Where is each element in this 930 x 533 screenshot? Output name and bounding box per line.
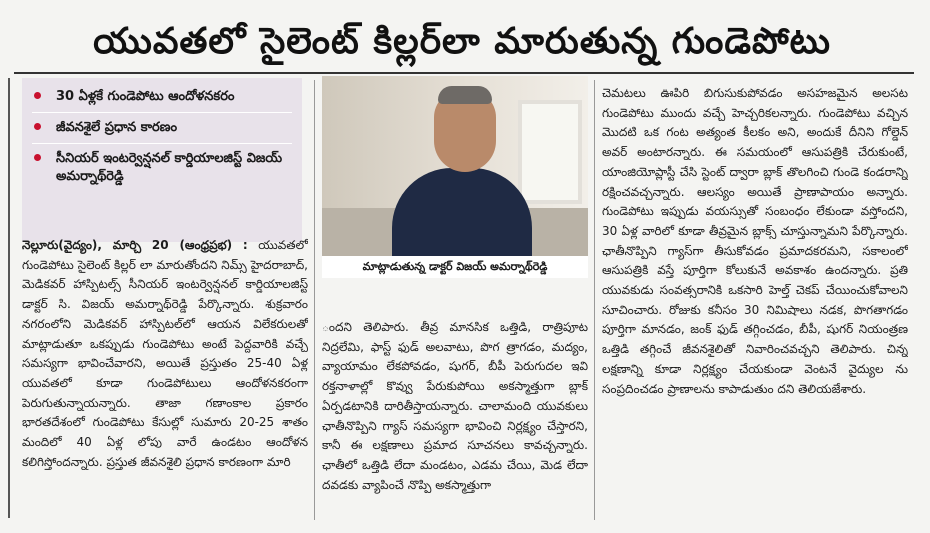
- highlight-item: [22, 146, 302, 190]
- headline: యువతలో సైలెంట్ కిల్లర్‌లా మారుతున్న గుండెపోటు: [93, 21, 831, 62]
- article-text: ందని తెలిపారు. తీవ్ర మానసిక ఒత్తిడి, రాత్రిపూట నిద్రలేమి, ఫాస్ట్ ఫుడ్ అలవాటు, పొగ త్రాగడం, మద్యం, వ్యాయామం లేకపోవడం, షుగర్, బీపీ పెరుగుదల ఇవి రక్తనాళాల్లో కొవ్వు పేరుకుపోయి అకస్మాత్తుగా బ్లాక్ ఏర్పడటానికి దారితీస్తాయన్నారు. చాలామంది యువకులు ఛాతీనొప్పిని గ్యాస్ సమస్యగా భావించి నిర్లక్ష్యం చేస్తారని, కానీ ఈ లక్షణాలు ప్రమాద సూచనలు కావచ్చన్నారు. ఛాతీలో ఒత్తిడి లేదా మండటం, ఎడమ చేయి, మెడ లేదా దవడకు వ్యాపించే నొప్పి అకస్మాత్తుగా: [322, 320, 588, 492]
- bullet-icon: [34, 123, 41, 130]
- headline-rule: [14, 72, 914, 74]
- highlight-text: సీనియర్ ఇంటర్వెన్షనల్ కార్డియాలజిస్ట్ విజయ్ అమర్నాథ్‌రెడ్డి: [56, 151, 283, 184]
- bullet-icon: [34, 92, 41, 99]
- highlights-box: [22, 78, 302, 242]
- column-divider: [594, 80, 595, 520]
- article-text: చెమటలు ఊపిరి బిగుసుకుపోవడం అసహజమైన అలసట గుండెపోటు ముందు వచ్చే హెచ్చరికలన్నారు. గుండెపోటు వచ్చిన మొదటి ఒక గంట అత్యంత కీలకం అని, అందుకే దీనిని గోల్డెన్ అవర్ అంటారన్నారు. ఈ సమయంలో ఆసుపత్రికి చేరుకుంటే, యాంజియోప్లాస్టీ చేసి స్టెంట్ ద్వారా బ్లాక్ తొలగించి గుండె కండరాన్ని రక్షించవచ్చన్నారు. ఆలస్యం అయితే ప్రాణాపాయం అన్నారు. గుండెపోటు ఇప్పుడు వయస్సుతో సంబంధం లేకుండా వస్తోందని, 30 ఏళ్ల వారిలో కూడా తీవ్రమైన బ్లాక్స్ చూస్తున్నామని పేర్కొన్నారు. ఛాతీనొప్పిని గ్యాస్‌గా తీసుకోవడం ప్రమాదకరమని, సకాలంలో ఆసుపత్రికి వస్తే పూర్తిగా కోలుకునే అవకాశం ఉందన్నారు. ప్రతి యువకుడు సంవత్సరానికి ఒకసారి హెల్త్ చెకప్ చేయించుకోవాలని సూచించారు. రోజుకు కనీసం 30 నిమిషాలు నడక, పొగతాగడం పూర్తిగా మానడం, జంక్ ఫుడ్ తగ్గించడం, బీపీ, షుగర్ నియంత్రణ ఒత్తిడి తగ్గించే జీవనశైలితో నివారించవచ్చని తెలిపారు. చిన్న లక్షణాన్ని కూడా నిర్లక్ష్యం చేయకుండా వెంటనే వైద్యుల ను సంప్రదించడం ప్రాణాలను కాపాడుతుం దని తెలియజేశారు.: [602, 86, 908, 396]
- article-text: యువతలో గుండెపోటు సైలెంట్ కిల్లర్ లా మారుతోందని నిమ్స్ హైదరాబాద్, మెడికవర్ హాస్పిటల్స్ సీనియర్ ఇంటర్వెన్షనల్ కార్డియాలజిస్ట్ డాక్టర్ సి. విజయ్ అమర్నాథ్‌రెడ్డి పేర్కొన్నారు. శుక్రవారం నగరంలోని మెడికవర్ హాస్పిటల్‌లో ఆయన విలేకరులతో మాట్లాడుతూ ఒకప్పుడు గుండెపోటు అంటే పెద్దవారికి వచ్చే సమస్యగా భావించేవారని, అయితే ప్రస్తుతం 25-40 ఏళ్ల యువతలో కూడా గుండెపోటులు ఆందోళనకరంగా పెరుగుతున్నాయన్నారు. తాజా గణాంకాల ప్రకారం భారతదేశంలో గుండెపోటు కేసుల్లో సుమారు 20-25 శాతం మందిలో 40 ఏళ్ల లోపు వారే ఉండటం ఆందోళన కలిగిస్తోందన్నారు. ప్రస్తుత జీవనశైలి ప్రధాన కారణంగా మారి: [22, 238, 308, 469]
- article-column-1: [22, 236, 308, 520]
- highlight-text: జీవనశైలే ప్రధాన కారణం: [56, 120, 178, 135]
- highlight-item: [22, 84, 302, 110]
- article-column-2: [322, 318, 588, 520]
- photo-caption: మాట్లాడుతున్న డాక్టర్ విజయ్ అమర్నాథ్‌రెడ్డి: [322, 256, 588, 278]
- highlight-divider: [32, 143, 292, 144]
- doctor-photo: [322, 76, 588, 256]
- highlight-item: [22, 115, 302, 141]
- left-margin-rule: [8, 78, 10, 518]
- article-column-3: [602, 84, 908, 520]
- dateline: నెల్లూరు(వైద్యం), మార్చి 20 (ఆంధ్రప్రభ) :: [22, 238, 248, 252]
- highlight-text: 30 ఏళ్లకే గుండెపోటు ఆందోళనకరం: [56, 89, 235, 104]
- bullet-icon: [34, 154, 41, 161]
- column-divider: [314, 80, 315, 520]
- highlight-divider: [32, 112, 292, 113]
